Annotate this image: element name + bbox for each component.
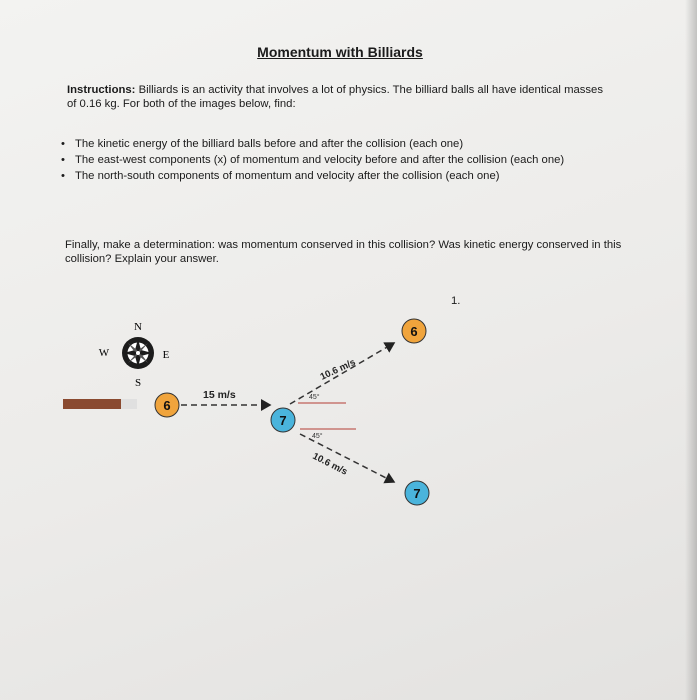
task-item-kinetic-energy: • The kinetic energy of the billiard balls before and after the collision (each one) xyxy=(55,137,615,151)
compass-south-label: S xyxy=(134,377,142,389)
task-item-east-west: • The east-west components (x) of momentum and velocity before and after the collision (each one) xyxy=(55,153,615,167)
lower-angle-label: 45° xyxy=(312,433,323,440)
ball-7-final-number: 7 xyxy=(413,486,421,501)
compass-west-label: W xyxy=(98,347,110,359)
compass-north-label: N xyxy=(134,321,142,333)
initial-speed-label: 15 m/s xyxy=(203,389,236,401)
cue-stick-tip xyxy=(121,399,137,409)
final-question: Finally, make a determination: was momentum conserved in this collision? Was kinetic energy conserved in this collision? Explain your answer. xyxy=(65,239,622,265)
compass-rose-icon xyxy=(122,337,154,369)
instructions-label: Instructions: xyxy=(67,84,136,96)
instructions-paragraph xyxy=(67,83,607,111)
upper-angle-label: 45° xyxy=(309,394,320,401)
instructions-text: Billiards is an activity that involves a lot of physics. The billiard balls all have identical masses of 0.16 kg. For both of the images below, find: xyxy=(67,84,603,110)
page-title: Momentum with Billiards xyxy=(257,44,423,60)
task-list xyxy=(55,137,615,185)
ball-6-initial-number: 6 xyxy=(163,398,171,413)
collision-diagram xyxy=(0,300,697,520)
lower-speed-label: 10.6 m/s xyxy=(310,450,350,478)
problem-number: 1. xyxy=(451,295,461,307)
upper-speed-label: 10.6 m/s xyxy=(318,356,358,383)
ball-6-final-number: 6 xyxy=(410,324,418,339)
task-item-north-south: • The north-south components of momentum and velocity after the collision (each one) xyxy=(55,169,615,183)
compass xyxy=(99,321,170,389)
ball-7-initial-number: 7 xyxy=(279,413,287,428)
cue-stick xyxy=(63,399,121,409)
compass-east-label: E xyxy=(162,349,170,361)
